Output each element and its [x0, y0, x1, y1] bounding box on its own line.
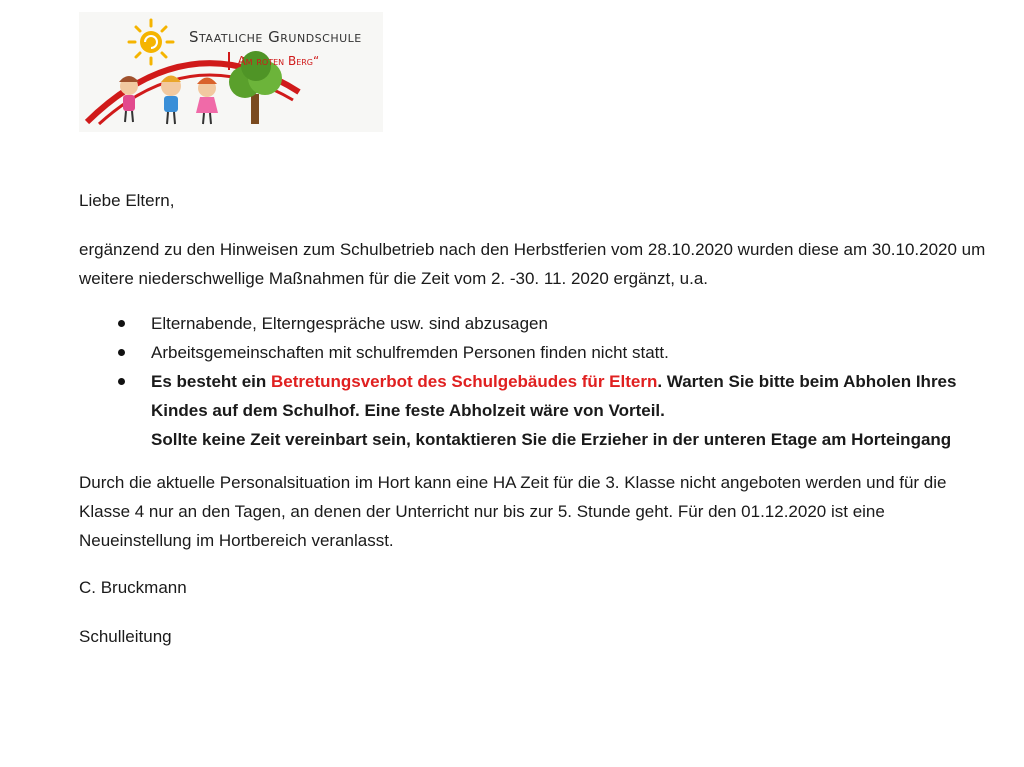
- school-logo: [79, 12, 383, 132]
- school-name: Staatliche Grundschule: [189, 28, 362, 46]
- signer-name: C. Bruckmann: [79, 578, 187, 597]
- letter-body: [79, 186, 999, 651]
- list-item-text: Arbeitsgemeinschaften mit schulfremden Personen finden nicht statt.: [151, 343, 669, 362]
- signer-role: Schulleitung: [79, 627, 172, 646]
- list-item: [151, 338, 999, 367]
- list-item: [151, 309, 999, 338]
- measures-list: [79, 309, 999, 454]
- list-item-text: . Warten Sie bitte beim Abholen Ihres Kindes auf dem Schulhof. Eine feste Abholzeit wäre von Vorteil.: [151, 372, 957, 420]
- intro-paragraph: ergänzend zu den Hinweisen zum Schulbetrieb nach den Herbstferien vom 28.10.2020 wurden diese am 30.10.2020 um weitere niederschwellige Maßnahmen für die Zeit vom 2. -30. 11. 2020 ergänzt, u.a.: [79, 240, 986, 288]
- children-icon: [119, 76, 218, 125]
- greeting: Liebe Eltern,: [79, 191, 175, 210]
- list-item-text: Es besteht ein: [151, 372, 271, 391]
- sun-icon: [129, 20, 173, 64]
- list-item-text: Elternabende, Elterngespräche usw. sind abzusagen: [151, 314, 548, 333]
- hort-paragraph: Durch die aktuelle Personalsituation im Hort kann eine HA Zeit für die 3. Klasse nicht angeboten werden und für die Klasse 4 nur an den Tagen, an denen der Unterricht nur bis zur 5. Stunde geht. Für den 01.12.2020 ist eine Neueinstellung im Hortbereich veranlasst.: [79, 473, 947, 550]
- entry-ban-highlight: Betretungsverbot des Schulgebäudes für Eltern: [270, 372, 658, 391]
- school-subtitle: „Am roten Berg“: [231, 54, 320, 68]
- list-item-text: Sollte keine Zeit vereinbart sein, kontaktieren Sie die Erzieher in der unteren Etage am Horteingang: [151, 430, 952, 449]
- list-item-important: [151, 367, 999, 454]
